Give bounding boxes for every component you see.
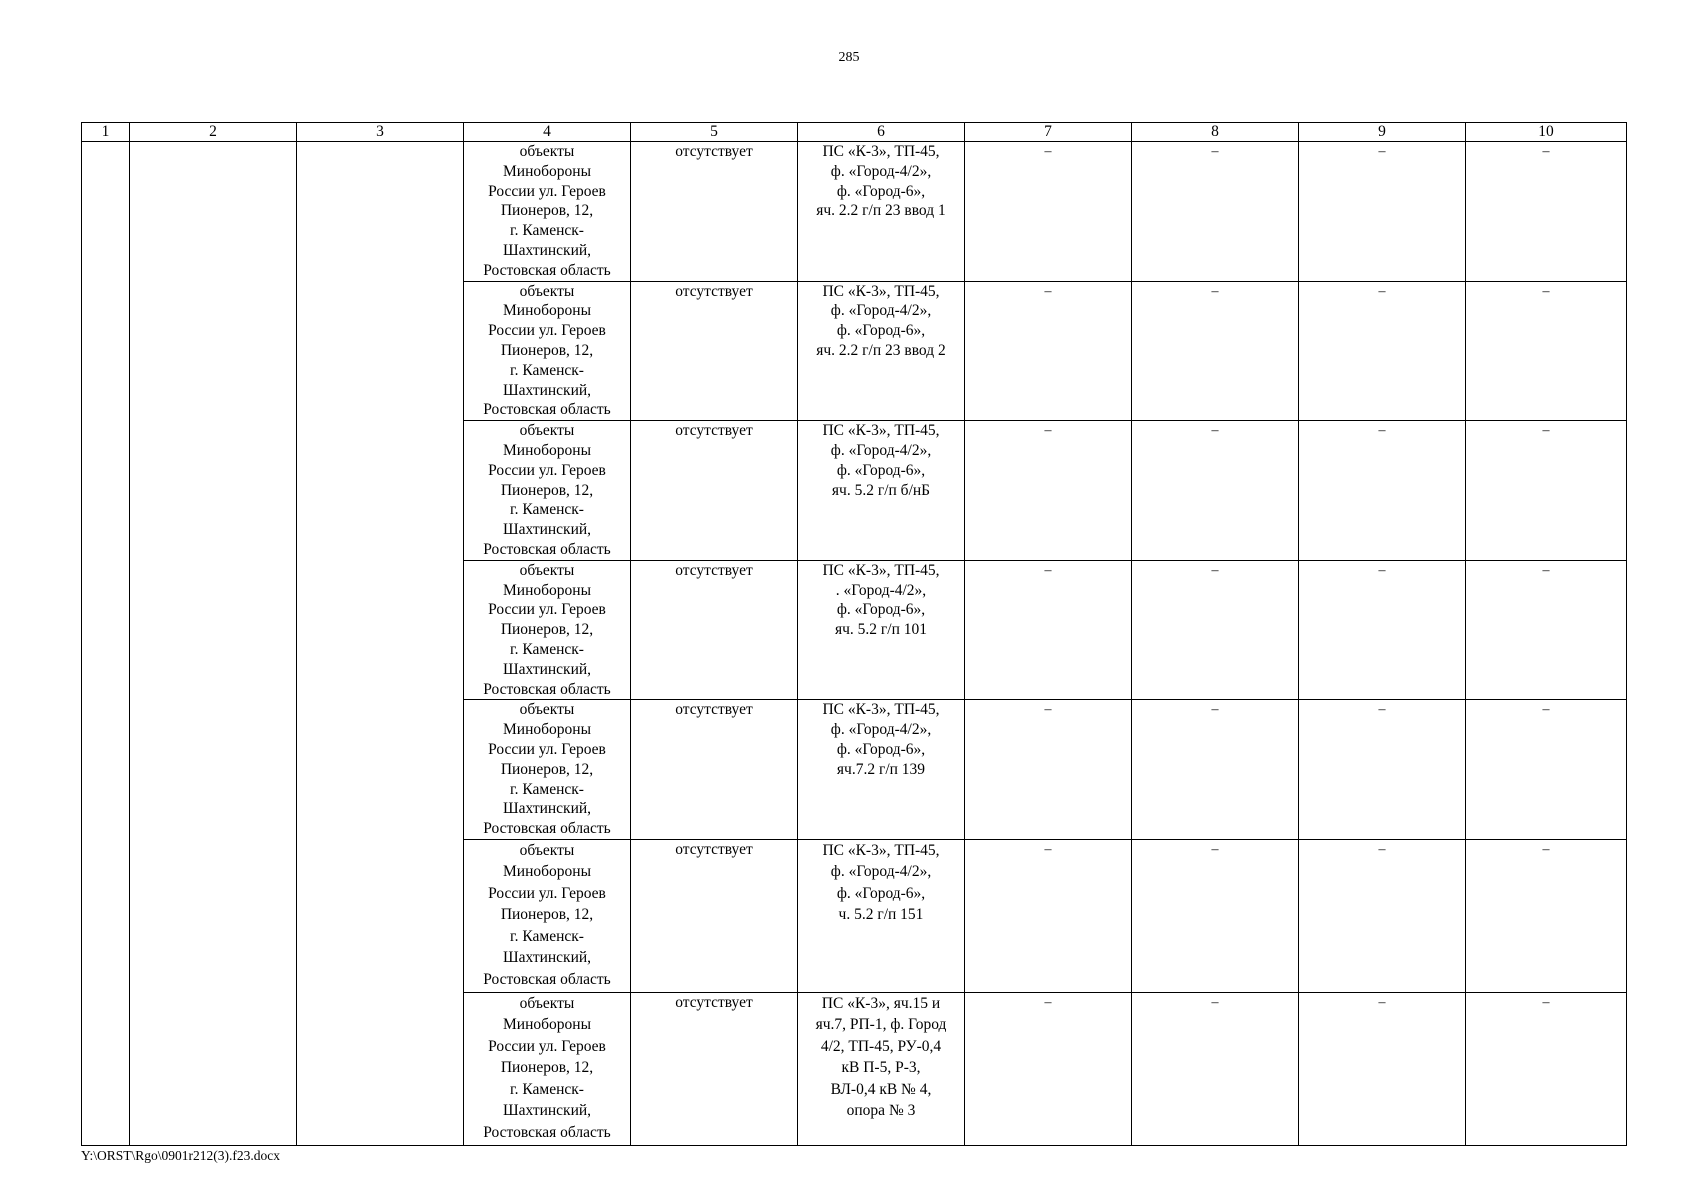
cell-line: ф. «Город-4/2», — [830, 863, 932, 881]
dash-cell: – — [1132, 839, 1299, 992]
dash-cell: – — [1299, 992, 1466, 1145]
cell-line: яч.7.2 г/п 139 — [836, 760, 926, 778]
cell-line: ф. «Город-4/2», — [830, 302, 932, 320]
connection-point-cell — [798, 700, 965, 840]
cell-line: ф. «Город-6», — [836, 461, 926, 479]
cell-line: России ул. Героев — [488, 884, 606, 902]
cell-line: Ростовская область — [483, 970, 611, 988]
cell-line: объекты — [519, 701, 575, 719]
dash-cell: – — [1299, 281, 1466, 421]
cell-line: Шахтинский, — [502, 800, 592, 818]
object-description-cell — [464, 281, 631, 421]
cell-line: ф. «Город-4/2», — [830, 162, 932, 180]
cell-line: Пионеров, 12, — [500, 202, 594, 220]
cell-line: ф. «Город-6», — [836, 182, 926, 200]
cell-line: объекты — [519, 282, 575, 300]
dash-cell: – — [1466, 142, 1627, 282]
status-cell: отсутствует — [631, 700, 798, 840]
dash-cell: – — [965, 700, 1132, 840]
cell-line: ф. «Город-6», — [836, 601, 926, 619]
cell-line: Минобороны — [503, 581, 591, 599]
cell-line: ф. «Город-4/2», — [830, 441, 932, 459]
status-cell: отсутствует — [631, 421, 798, 561]
cell-line: Ростовская область — [483, 1123, 611, 1141]
column-header: 4 — [464, 123, 631, 142]
dash-cell: – — [965, 560, 1132, 700]
cell-line: Минобороны — [503, 863, 591, 881]
column-header: 5 — [631, 123, 798, 142]
connection-point-cell — [798, 281, 965, 421]
cell-line: объекты — [519, 422, 575, 440]
empty-merged-cell — [130, 142, 297, 1146]
object-description-cell — [464, 992, 631, 1145]
cell-line: Минобороны — [503, 302, 591, 320]
cell-line: яч. 5.2 г/п б/нБ — [831, 481, 931, 499]
dash-cell: – — [1132, 142, 1299, 282]
object-description-cell — [464, 700, 631, 840]
cell-line: Ростовская область — [483, 820, 611, 838]
object-description-cell — [464, 839, 631, 992]
cell-line: ПС «К-3», ТП-45, — [822, 143, 940, 160]
cell-line: России ул. Героев — [488, 601, 606, 619]
dash-cell: – — [1132, 992, 1299, 1145]
empty-merged-cell — [82, 142, 130, 1146]
table-row — [82, 142, 1627, 282]
cell-line: России ул. Героев — [488, 461, 606, 479]
dash-cell: – — [1132, 560, 1299, 700]
status-cell: отсутствует — [631, 281, 798, 421]
object-description-cell — [464, 560, 631, 700]
cell-line: кВ П-5, Р-3, — [841, 1059, 921, 1077]
column-header: 7 — [965, 123, 1132, 142]
status-cell: отсутствует — [631, 992, 798, 1145]
cell-line: Пионеров, 12, — [500, 906, 594, 924]
dash-cell: – — [1299, 421, 1466, 561]
status-cell: отсутствует — [631, 839, 798, 992]
column-header: 3 — [297, 123, 464, 142]
cell-line: г. Каменск- — [510, 640, 584, 658]
cell-line: яч. 2.2 г/п 23 ввод 1 — [816, 202, 946, 220]
cell-line: г. Каменск- — [510, 1080, 584, 1098]
cell-line: Шахтинский, — [502, 381, 592, 399]
cell-line: Минобороны — [503, 1016, 591, 1034]
dash-cell: – — [1466, 839, 1627, 992]
cell-line: Шахтинский, — [502, 1102, 592, 1120]
dash-cell: – — [1299, 560, 1466, 700]
column-number-row — [82, 123, 1627, 142]
dash-cell: – — [1299, 142, 1466, 282]
data-table — [81, 122, 1627, 1146]
cell-line: объекты — [519, 143, 575, 160]
cell-line: г. Каменск- — [510, 501, 584, 519]
cell-line: Пионеров, 12, — [500, 621, 594, 639]
column-header: 9 — [1299, 123, 1466, 142]
cell-line: яч. 2.2 г/п 23 ввод 2 — [816, 341, 946, 359]
dash-cell: – — [1466, 992, 1627, 1145]
cell-line: Пионеров, 12, — [500, 481, 594, 499]
cell-line: ПС «К-3», ТП-45, — [822, 282, 940, 300]
cell-line: Ростовская область — [483, 680, 611, 698]
dash-cell: – — [1299, 700, 1466, 840]
dash-cell: – — [1132, 281, 1299, 421]
cell-line: Шахтинский, — [502, 521, 592, 539]
dash-cell: – — [1132, 700, 1299, 840]
cell-line: объекты — [519, 561, 575, 579]
column-header: 1 — [82, 123, 130, 142]
cell-line: Ростовская область — [483, 401, 611, 419]
dash-cell: – — [965, 142, 1132, 282]
cell-line: г. Каменск- — [510, 361, 584, 379]
dash-cell: – — [1466, 560, 1627, 700]
cell-line: Шахтинский, — [502, 949, 592, 967]
status-cell: отсутствует — [631, 560, 798, 700]
cell-line: объекты — [519, 994, 575, 1012]
cell-line: Шахтинский, — [502, 660, 592, 678]
dash-cell: – — [1466, 421, 1627, 561]
object-description-cell — [464, 142, 631, 282]
page-number: 285 — [838, 50, 860, 65]
cell-line: России ул. Героев — [488, 740, 606, 758]
cell-line: ВЛ-0,4 кВ № 4, — [830, 1080, 932, 1098]
cell-line: г. Каменск- — [510, 927, 584, 945]
connection-point-cell — [798, 839, 965, 992]
cell-line: ф. «Город-6», — [836, 740, 926, 758]
cell-line: ПС «К-3», ТП-45, — [822, 422, 940, 440]
cell-line: Пионеров, 12, — [500, 1059, 594, 1077]
column-header: 10 — [1466, 123, 1627, 142]
dash-cell: – — [1299, 839, 1466, 992]
cell-line: Пионеров, 12, — [500, 341, 594, 359]
cell-line: объекты — [519, 841, 575, 859]
cell-line: Минобороны — [503, 441, 591, 459]
column-header: 2 — [130, 123, 297, 142]
status-cell: отсутствует — [631, 142, 798, 282]
cell-line: Ростовская область — [483, 540, 611, 558]
object-description-cell — [464, 421, 631, 561]
cell-line: ПС «К-3», ТП-45, — [822, 841, 940, 859]
cell-line: опора № 3 — [846, 1102, 916, 1120]
cell-line: России ул. Героев — [488, 322, 606, 340]
dash-cell: – — [1132, 421, 1299, 561]
cell-line: ф. «Город-6», — [836, 884, 926, 902]
cell-line: яч. 5.2 г/п 101 — [834, 621, 927, 639]
empty-merged-cell — [297, 142, 464, 1146]
column-header: 6 — [798, 123, 965, 142]
dash-cell: – — [965, 839, 1132, 992]
connection-point-cell — [798, 992, 965, 1145]
cell-line: 4/2, ТП-45, РУ-0,4 — [820, 1037, 942, 1055]
footer-file-path: Y:\ORST\Rgo\0901r212(3).f23.docx — [81, 1148, 280, 1163]
cell-line: ф. «Город-4/2», — [830, 721, 932, 739]
cell-line: Пионеров, 12, — [500, 760, 594, 778]
cell-line: России ул. Героев — [488, 182, 606, 200]
cell-line: Шахтинский, — [502, 241, 592, 259]
dash-cell: – — [1466, 281, 1627, 421]
cell-line: Минобороны — [503, 721, 591, 739]
dash-cell: – — [1466, 700, 1627, 840]
cell-line: ПС «К-3», ТП-45, — [822, 561, 940, 579]
dash-cell: – — [965, 992, 1132, 1145]
connection-point-cell — [798, 560, 965, 700]
connection-point-cell — [798, 142, 965, 282]
cell-line: г. Каменск- — [510, 780, 584, 798]
column-header: 8 — [1132, 123, 1299, 142]
cell-line: ч. 5.2 г/п 151 — [838, 906, 924, 924]
cell-line: ПС «К-3», ТП-45, — [822, 701, 940, 719]
cell-line: ф. «Город-6», — [836, 322, 926, 340]
cell-line: ПС «К-3», яч.15 и — [821, 994, 941, 1012]
dash-cell: – — [965, 281, 1132, 421]
cell-line: . «Город-4/2», — [835, 581, 927, 599]
dash-cell: – — [965, 421, 1132, 561]
connection-point-cell — [798, 421, 965, 561]
cell-line: Ростовская область — [483, 261, 611, 279]
cell-line: Минобороны — [503, 162, 591, 180]
cell-line: России ул. Героев — [488, 1037, 606, 1055]
cell-line: яч.7, РП-1, ф. Город — [815, 1016, 947, 1034]
cell-line: г. Каменск- — [510, 222, 584, 240]
